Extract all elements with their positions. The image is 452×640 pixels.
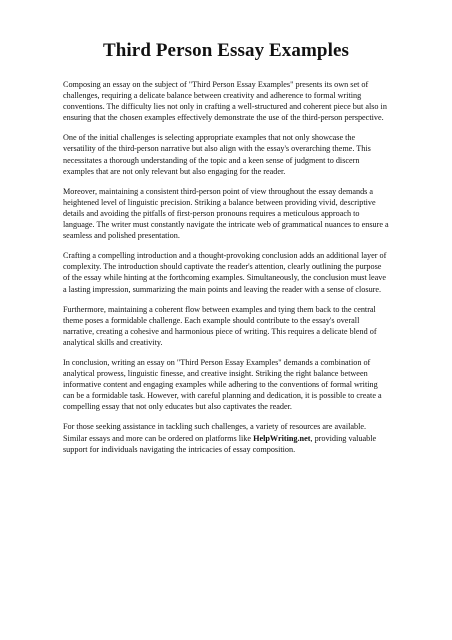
paragraph-1: Composing an essay on the subject of "Third Person Essay Examples" presents its own set of challenges, requiring a delicate balance between creativity and adherence to formal writing conventions. The difficulty lies not only in crafting a well-structured and coherent piece but also in ensuring that the chosen examples effectively demonstrate the use of the third-person perspective. (63, 80, 387, 123)
paragraph-2: One of the initial challenges is selecting appropriate examples that not only showcase the versatility of the third-person narrative but also align with the essay's overarching theme. This necessitates a thorough understanding of the topic and a keen sense of judgment to discern examples that are not only relevant but also engaging for the reader. (63, 133, 371, 176)
paragraph-4: Crafting a compelling introduction and a thought-provoking conclusion adds an additional layer of complexity. The introduction should captivate the reader's attention, clearly outlining the purpose of the essay while hinting at the forthcoming examples. Simultaneously, the conclusion must leave a lasting impression, summarizing the main points and leaving the reader with a sense of closure. (63, 251, 387, 294)
paragraph-7 (63, 421, 389, 454)
paragraph-5: Furthermore, maintaining a coherent flow between examples and tying them back to the central theme poses a formidable challenge. Each example should contribute to the essay's overall narrative, creating a cohesive and harmonious piece of writing. This requires a delicate blend of analytical skills and creativity. (63, 304, 377, 347)
site-name: HelpWriting.net (253, 433, 311, 443)
paragraph-3: Moreover, maintaining a consistent third-person point of view throughout the essay demands a heightened level of linguistic precision. Striking a balance between providing vivid, descriptive details and avoiding the pitfalls of first-person pronouns requires a meticulous approach to language. The writer must constantly navigate the intricate web of grammatical nuances to ensure a seamless and polished presentation. (63, 186, 389, 241)
document-title: Third Person Essay Examples (102, 40, 350, 61)
paragraph-7-before: For those seeking assistance in tackling such challenges, a variety of resources are available. Similar essays and more can be ordered on platforms like (63, 422, 367, 443)
paragraph-6: In conclusion, writing an essay on "Third Person Essay Examples" demands a combination of analytical prowess, linguistic finesse, and creative insight. Striking the right balance between informative content and engaging examples while adhering to the conventions of formal writing can be a formidable task. However, with careful planning and dedication, it is possible to create a compelling essay that not only educates but also captivates the reader. (63, 357, 382, 412)
paragraph-7-after: , providing valuable support for individuals navigating the intricacies of essay composition. (63, 433, 377, 454)
